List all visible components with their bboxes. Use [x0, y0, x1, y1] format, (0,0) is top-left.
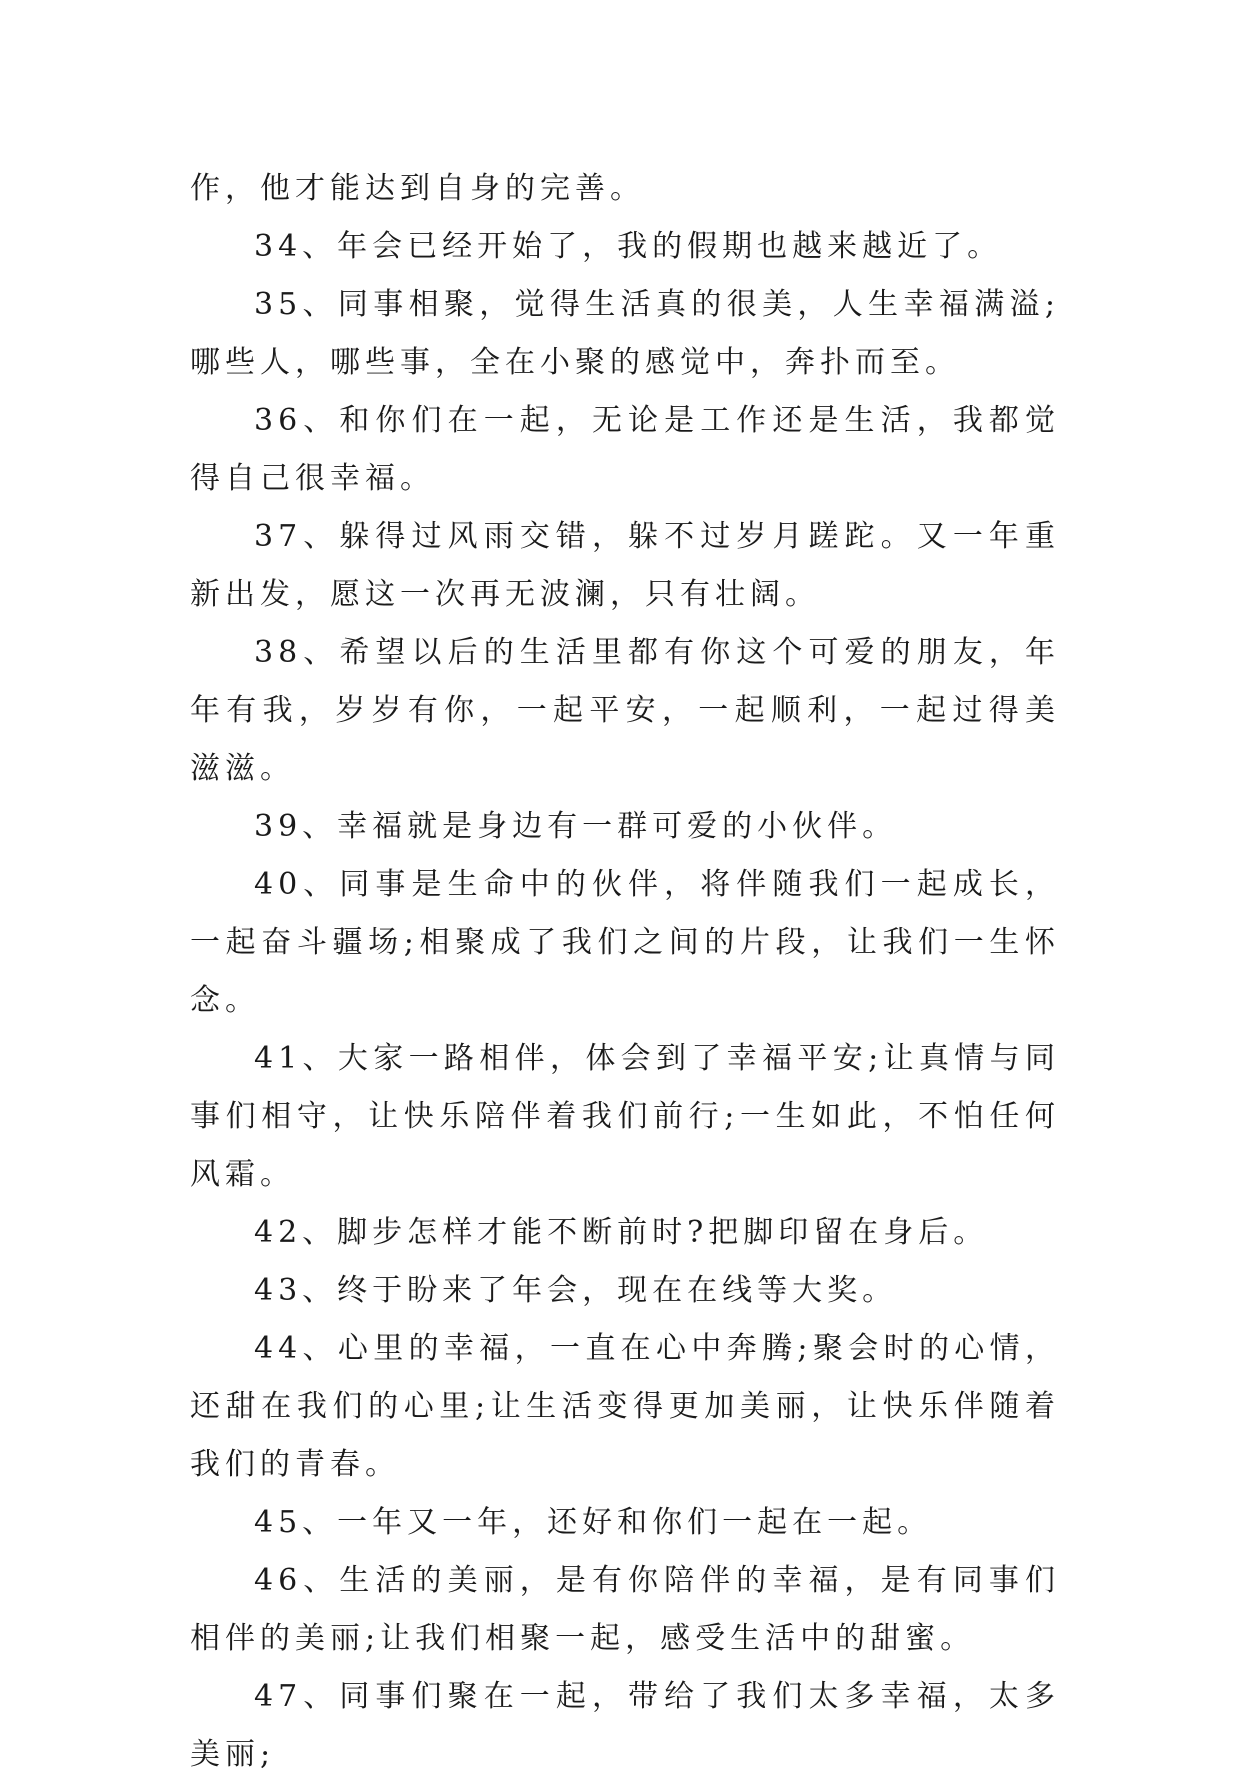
paragraph-continued: 作，他才能达到自身的完善。	[190, 171, 645, 206]
paragraph-39: 39、幸福就是身边有一群可爱的小伙伴。	[254, 809, 898, 844]
paragraph-34: 34、年会已经开始了，我的假期也越来越近了。	[254, 229, 1003, 264]
paragraph-37: 37、躲得过风雨交错，躲不过岁月蹉跎。又一年重新出发，愿这一次再无波澜，只有壮阔。	[190, 519, 1060, 612]
paragraph-35: 35、同事相聚，觉得生活真的很美，人生幸福满溢;哪些人，哪些事，全在小聚的感觉中，奔扑而至。	[190, 287, 1060, 380]
paragraph-42: 42、脚步怎样才能不断前时?把脚印留在身后。	[254, 1215, 989, 1250]
document-body	[190, 160, 1060, 1784]
paragraph-44: 44、心里的幸福，一直在心中奔腾;聚会时的心情，还甜在我们的心里;让生活变得更加美丽，让快乐伴随着我们的青春。	[190, 1331, 1060, 1482]
paragraph-40: 40、同事是生命中的伙伴，将伴随我们一起成长，一起奋斗疆场;相聚成了我们之间的片段，让我们一生怀念。	[190, 867, 1060, 1018]
paragraph-46: 46、生活的美丽，是有你陪伴的幸福，是有同事们相伴的美丽;让我们相聚一起，感受生活中的甜蜜。	[190, 1563, 1060, 1656]
paragraph-41: 41、大家一路相伴，体会到了幸福平安;让真情与同事们相守，让快乐陪伴着我们前行;一生如此，不怕任何风霜。	[190, 1041, 1060, 1192]
paragraph-47: 47、同事们聚在一起，带给了我们太多幸福，太多美丽;	[190, 1679, 1060, 1772]
paragraph-38: 38、希望以后的生活里都有你这个可爱的朋友，年年有我，岁岁有你，一起平安，一起顺利，一起过得美滋滋。	[190, 635, 1060, 786]
paragraph-45: 45、一年又一年，还好和你们一起在一起。	[254, 1505, 933, 1540]
paragraph-43: 43、终于盼来了年会，现在在线等大奖。	[254, 1273, 898, 1308]
paragraph-36: 36、和你们在一起，无论是工作还是生活，我都觉得自己很幸福。	[190, 403, 1060, 496]
